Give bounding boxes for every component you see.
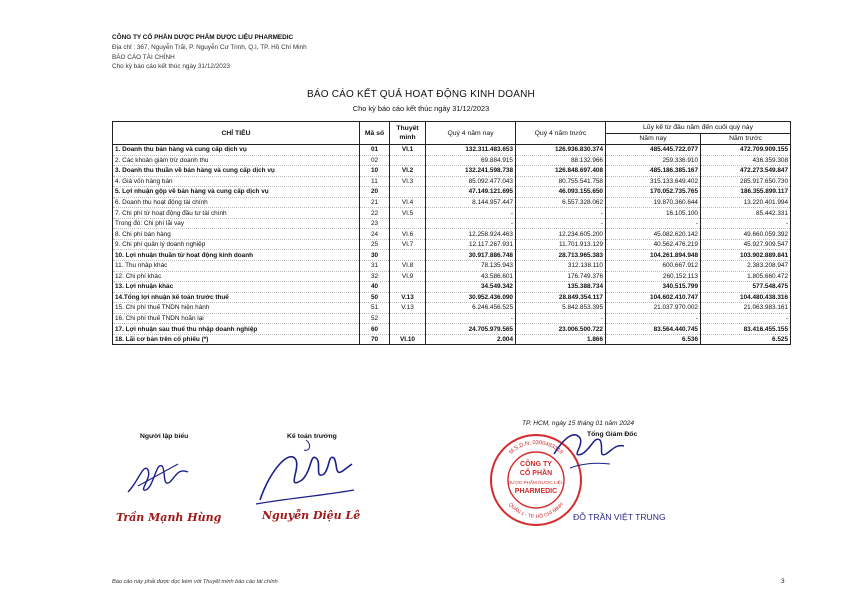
- cell-note: V.13: [390, 292, 426, 303]
- cell-ytd-this: 40.562.476.219: [606, 239, 701, 250]
- cell-q4-prev: 126.936.830.374: [516, 145, 606, 156]
- cell-ytd-prev: 472.273.549.847: [701, 166, 791, 177]
- cell-code: 20: [360, 187, 390, 198]
- cell-ytd-prev: 285.917.650.730: [701, 176, 791, 187]
- cell-ytd-this: 21.037.970.002: [606, 303, 701, 314]
- page-number: 3: [781, 578, 785, 585]
- cell-note: [390, 313, 426, 324]
- cell-code: 21: [360, 197, 390, 208]
- cell-q4-prev: 312.138.110: [516, 261, 606, 272]
- cell-ytd-prev: 186.355.899.117: [701, 187, 791, 198]
- cell-q4-prev: 11.701.913.129: [516, 239, 606, 250]
- report-type: BÁO CÁO TÀI CHÍNH: [112, 53, 175, 61]
- cell-ytd-this: 45.082.620.142: [606, 229, 701, 240]
- cell-item: 1. Doanh thu bán hàng và cung cấp dịch vụ: [113, 145, 360, 156]
- cell-note: VI.6: [390, 229, 426, 240]
- cell-q4-this: -: [426, 208, 516, 219]
- cell-q4-prev: 23.006.500.722: [516, 324, 606, 335]
- report-title: BÁO CÁO KẾT QUẢ HOẠT ĐỘNG KINH DOANH: [307, 89, 535, 100]
- cell-q4-prev: 1.866: [516, 334, 606, 345]
- cell-ytd-this: 170.052.735.765: [606, 187, 701, 198]
- director-signature: [540, 424, 630, 484]
- table-row: [113, 292, 791, 303]
- cell-code: 52: [360, 313, 390, 324]
- cell-q4-prev: -: [516, 208, 606, 219]
- table-row: [113, 303, 791, 314]
- cell-code: 40: [360, 282, 390, 293]
- cell-ytd-this: 259.336.910: [606, 155, 701, 166]
- header-q4-prev: Quý 4 năm trước: [516, 122, 606, 145]
- cell-ytd-prev: 21.063.983.161: [701, 303, 791, 314]
- cell-q4-prev: 12.234.605.200: [516, 229, 606, 240]
- table-row: [113, 261, 791, 272]
- cell-q4-this: 69.884.915: [426, 155, 516, 166]
- cell-ytd-prev: 1.805.660.472: [701, 271, 791, 282]
- cell-note: VI.8: [390, 261, 426, 272]
- cell-ytd-prev: 6.525: [701, 334, 791, 345]
- cell-code: 30: [360, 250, 390, 261]
- header-ytd-prev: Năm trước: [701, 133, 791, 145]
- cell-item: 6. Doanh thu hoạt động tài chính: [113, 197, 360, 208]
- cell-q4-this: 2.004: [426, 334, 516, 345]
- header-q4-this: Quý 4 năm nay: [426, 122, 516, 145]
- income-statement-table: [112, 121, 791, 345]
- stamp-ring-bottom: QUẬN 1 - TP. HỒ CHÍ MINH: [507, 501, 565, 521]
- report-period: Cho kỳ báo cáo kết thúc ngày 31/12/2023: [112, 63, 230, 71]
- cell-ytd-this: 83.564.440.745: [606, 324, 701, 335]
- cell-ytd-prev: 577.548.475: [701, 282, 791, 293]
- cell-item: 12. Chi phí khác: [113, 271, 360, 282]
- cell-ytd-prev: 49.660.059.392: [701, 229, 791, 240]
- cell-code: 51: [360, 303, 390, 314]
- footer-note: Báo cáo này phải được đọc kèm với Thuyết minh báo cáo tài chính: [112, 579, 278, 585]
- accountant-name: Nguyễn Diệu Lê: [262, 509, 361, 522]
- cell-note: VI.2: [390, 166, 426, 177]
- cell-item: 15. Chi phí thuế TNDN hiện hành: [113, 303, 360, 314]
- cell-code: 50: [360, 292, 390, 303]
- table-row: [113, 197, 791, 208]
- cell-ytd-this: 16.105.100: [606, 208, 701, 219]
- cell-q4-this: 12.117.267.931: [426, 239, 516, 250]
- stamp-line-2: CỔ PHẦN: [519, 470, 553, 477]
- preparer-title: Người lập biểu: [140, 433, 189, 440]
- cell-code: 60: [360, 324, 390, 335]
- preparer-signature: [118, 452, 198, 502]
- table-row: [113, 145, 791, 156]
- cell-q4-this: -: [426, 313, 516, 324]
- table-row: [113, 208, 791, 219]
- cell-ytd-this: 19.870.360.644: [606, 197, 701, 208]
- table-row: [113, 218, 791, 229]
- cell-item: 7. Chi phí từ hoạt động đầu tư tài chính: [113, 208, 360, 219]
- company-header: [112, 33, 307, 72]
- table-row: [113, 229, 791, 240]
- signing-date: TP. HCM, ngày 15 tháng 01 năm 2024: [522, 420, 635, 427]
- table-row: [113, 187, 791, 198]
- cell-ytd-prev: 83.416.455.155: [701, 324, 791, 335]
- table-row: [113, 176, 791, 187]
- accountant-signature: [250, 440, 360, 510]
- stamp-ring-top: M.S.D.N: 0300483319: [508, 439, 564, 456]
- cell-q4-this: 8.144.957.447: [426, 197, 516, 208]
- cell-q4-this: 30.917.886.748: [426, 250, 516, 261]
- cell-q4-this: 47.149.121.695: [426, 187, 516, 198]
- cell-ytd-prev: 104.480.438.316: [701, 292, 791, 303]
- cell-note: [390, 282, 426, 293]
- cell-note: V.13: [390, 303, 426, 314]
- cell-q4-prev: 28.849.354.117: [516, 292, 606, 303]
- cell-ytd-prev: 13.220.401.994: [701, 197, 791, 208]
- cell-ytd-this: 104.602.410.747: [606, 292, 701, 303]
- cell-q4-prev: 46.093.155.650: [516, 187, 606, 198]
- cell-ytd-this: 600.667.912: [606, 261, 701, 272]
- cell-item: 16. Chi phí thuế TNDN hoãn lại: [113, 313, 360, 324]
- cell-item: 3. Doanh thu thuần về bán hàng và cung cấp dịch vụ: [113, 166, 360, 177]
- cell-ytd-prev: -: [701, 218, 791, 229]
- cell-q4-this: 30.952.436.090: [426, 292, 516, 303]
- table-row: [113, 271, 791, 282]
- cell-code: 32: [360, 271, 390, 282]
- cell-item: 9. Chi phí quản lý doanh nghiệp: [113, 239, 360, 250]
- cell-q4-this: 85.092.477.043: [426, 176, 516, 187]
- cell-q4-prev: 126.848.697.408: [516, 166, 606, 177]
- director-title: Tổng Giám Đốc: [587, 431, 638, 438]
- cell-item: 4. Giá vốn hàng bán: [113, 176, 360, 187]
- stamp-line-3: DƯỢC PHẨM DƯỢC LIỆU: [507, 480, 565, 485]
- cell-ytd-prev: -: [701, 313, 791, 324]
- cell-q4-prev: 80.755.541.758: [516, 176, 606, 187]
- cell-q4-prev: 88.132.966: [516, 155, 606, 166]
- cell-item: 13. Lợi nhuận khác: [113, 282, 360, 293]
- cell-q4-prev: 6.557.328.062: [516, 197, 606, 208]
- preparer-name: Trần Mạnh Hùng: [116, 511, 222, 524]
- cell-item: 8. Chi phí bán hàng: [113, 229, 360, 240]
- cell-note: VI.7: [390, 239, 426, 250]
- cell-ytd-this: 104.261.894.948: [606, 250, 701, 261]
- report-subtitle: Cho kỳ báo cáo kết thúc ngày 31/12/2023: [352, 104, 490, 113]
- cell-q4-prev: -: [516, 313, 606, 324]
- cell-ytd-prev: 2.383.208.947: [701, 261, 791, 272]
- cell-q4-this: 78.135.943: [426, 261, 516, 272]
- cell-ytd-this: -: [606, 218, 701, 229]
- cell-note: [390, 187, 426, 198]
- cell-item: Trong đó: Chi phí lãi vay: [113, 218, 360, 229]
- cell-code: 70: [360, 334, 390, 345]
- cell-q4-this: 34.549.342: [426, 282, 516, 293]
- svg-text:QUẬN 1 - TP. HỒ CHÍ MINH: [507, 501, 565, 520]
- cell-q4-prev: 28.713.965.383: [516, 250, 606, 261]
- cell-q4-prev: -: [516, 218, 606, 229]
- cell-code: 25: [360, 239, 390, 250]
- cell-q4-this: 6.246.456.525: [426, 303, 516, 314]
- cell-note: VI.4: [390, 197, 426, 208]
- cell-item: 11. Thu nhập khác: [113, 261, 360, 272]
- company-name: CÔNG TY CỔ PHẦN DƯỢC PHẨM DƯỢC LIỆU PHARMEDIC: [112, 34, 294, 41]
- cell-note: [390, 324, 426, 335]
- cell-ytd-this: 6.536: [606, 334, 701, 345]
- cell-code: 31: [360, 261, 390, 272]
- cell-ytd-this: 485.445.722.077: [606, 145, 701, 156]
- company-address: Địa chỉ : 367, Nguyễn Trãi, P. Nguyễn Cư Trinh, Q.I, TP. Hồ Chí Minh: [112, 43, 307, 51]
- cell-note: VI.1: [390, 145, 426, 156]
- cell-q4-this: 132.311.483.653: [426, 145, 516, 156]
- table-row: [113, 334, 791, 345]
- cell-note: VI.3: [390, 176, 426, 187]
- cell-ytd-prev: 103.902.889.841: [701, 250, 791, 261]
- cell-ytd-prev: 436.359.308: [701, 155, 791, 166]
- cell-code: 22: [360, 208, 390, 219]
- cell-item: 14.Tổng lợi nhuận kế toán trước thuế: [113, 292, 360, 303]
- cell-ytd-this: 485.186.385.167: [606, 166, 701, 177]
- stamp-line-4: PHARMEDIC: [514, 488, 558, 495]
- table-row: [113, 250, 791, 261]
- table-row: [113, 324, 791, 335]
- cell-item: 18. Lãi cơ bản trên cổ phiếu (*): [113, 334, 360, 345]
- cell-ytd-this: 260.152.113: [606, 271, 701, 282]
- cell-ytd-prev: 472.709.909.155: [701, 145, 791, 156]
- cell-ytd-this: -: [606, 313, 701, 324]
- cell-q4-this: 43.586.601: [426, 271, 516, 282]
- cell-item: 2. Các khoản giảm trừ doanh thu: [113, 155, 360, 166]
- header-code: Mã số: [360, 122, 390, 145]
- cell-q4-this: 12.258.924.463: [426, 229, 516, 240]
- director-name: ĐỖ TRẦN VIỆT TRUNG: [573, 512, 666, 522]
- table-row: [113, 282, 791, 293]
- cell-ytd-this: 315.133.649.402: [606, 176, 701, 187]
- cell-q4-this: 132.241.598.738: [426, 166, 516, 177]
- table-row: [113, 155, 791, 166]
- cell-note: VI.10: [390, 334, 426, 345]
- cell-code: 01: [360, 145, 390, 156]
- header-note: Thuyết minh: [390, 122, 426, 145]
- cell-code: 11: [360, 176, 390, 187]
- table-row: [113, 239, 791, 250]
- cell-note: VI.5: [390, 208, 426, 219]
- cell-item: 10. Lợi nhuận thuần từ hoạt động kinh doanh: [113, 250, 360, 261]
- cell-code: 02: [360, 155, 390, 166]
- cell-note: VI.9: [390, 271, 426, 282]
- cell-code: 10: [360, 166, 390, 177]
- cell-code: 24: [360, 229, 390, 240]
- stamp-line-1: CÔNG TY: [520, 461, 552, 468]
- accountant-title: Kế toán trưởng: [287, 433, 337, 440]
- cell-item: 5. Lợi nhuận gộp về bán hàng và cung cấp dịch vụ: [113, 187, 360, 198]
- header-ytd-this: Năm nay: [606, 133, 701, 145]
- cell-q4-prev: 5.842.853.395: [516, 303, 606, 314]
- cell-q4-prev: 135.388.734: [516, 282, 606, 293]
- cell-note: [390, 155, 426, 166]
- table-row: [113, 313, 791, 324]
- cell-item: 17. Lợi nhuận sau thuế thu nhập doanh nghiệp: [113, 324, 360, 335]
- header-ytd: Lũy kế từ đầu năm đến cuối quý này: [606, 122, 791, 134]
- cell-ytd-prev: 85.442.331: [701, 208, 791, 219]
- cell-note: [390, 250, 426, 261]
- cell-q4-this: 24.705.979.565: [426, 324, 516, 335]
- cell-q4-this: -: [426, 218, 516, 229]
- table-row: [113, 166, 791, 177]
- cell-ytd-prev: 45.927.909.547: [701, 239, 791, 250]
- cell-ytd-this: 340.515.799: [606, 282, 701, 293]
- cell-note: [390, 218, 426, 229]
- cell-code: 23: [360, 218, 390, 229]
- header-item: CHỈ TIÊU: [113, 122, 360, 145]
- cell-q4-prev: 176.749.376: [516, 271, 606, 282]
